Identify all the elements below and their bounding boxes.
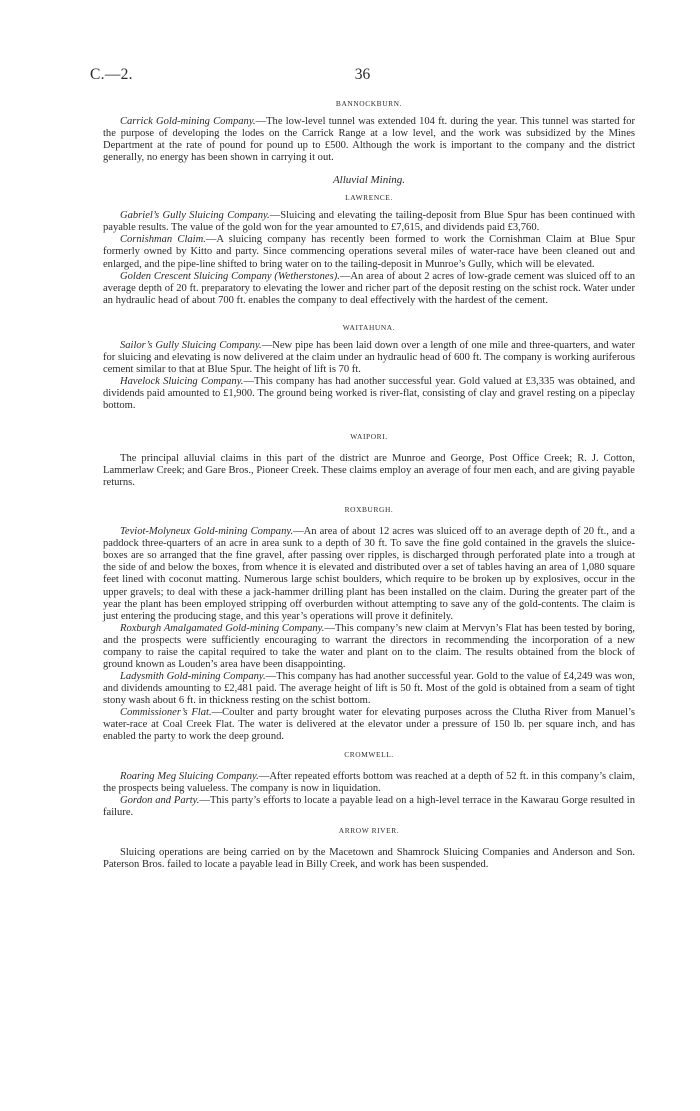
paragraph-title: Gabriel’s Gully Sluicing Company. bbox=[120, 210, 270, 222]
paragraph-text: —New pipe has been laid down over a length of one mile and three-quarters, and water for sluicing and elevating is now delivered at the claim under an hydraulic head of 600 ft. The company is working auriferous cement similar to that at Blue Spur. The height of lift is 70 ft. bbox=[103, 339, 635, 375]
paragraph-text: —An area of about 2 acres of low-grade cement was sluiced off to an average depth of 20 ft. preparatory to elevating the lower and richer part of the deposit resting on the schist rock. Water under an hydraulic head of about 700 ft. enables the company to deal effectively with the hardest of the cement. bbox=[103, 270, 635, 306]
paragraph-title: Gordon and Party. bbox=[120, 795, 200, 807]
page-header bbox=[90, 66, 635, 90]
section-heading-bannockburn: BANNOCKBURN. bbox=[335, 99, 403, 108]
paragraph-golden-crescent bbox=[103, 271, 635, 307]
paragraph-gordon-and-party bbox=[103, 795, 635, 819]
paragraph-title: Ladysmith Gold-mining Company. bbox=[120, 670, 266, 682]
paragraph-text: —This company has had another successful year. Gold valued at £3,335 was obtained, and dividends paid amounted to £1,900. The ground being worked is river-flat, consisting of clay and gravel resting on a pipeclay bottom. bbox=[103, 375, 636, 411]
paragraph-text: —Coulter and party brought water for elevating purposes across the Clutha River from Manuel’s water-race at Coal Creek Flat. The water is delivered at the elevator under a pressure of 150 lb. per square inch, and has enabled the party to work the deep ground. bbox=[103, 706, 635, 743]
paragraph-carrick bbox=[103, 116, 635, 164]
paragraph-gabriels-gully bbox=[103, 210, 635, 234]
paragraph-ladysmith bbox=[103, 671, 635, 707]
paragraph-text: —This party’s efforts to locate a payable lead on a high-level terrace in the Kawarau Gorge resulted in failure. bbox=[103, 795, 635, 819]
paragraph-teviot-molyneux bbox=[103, 526, 635, 622]
paragraph-text: —This company’s new claim at Mervyn’s Flat has been tested by boring, and the prospects were sufficiently encouraging to warrant the directors in recommending the incorporation of a new company to raise the capital required to take the water and plant on to the claim. The results obtained from the block of ground known as Louden’s area have been disappointing. bbox=[103, 622, 635, 670]
section-heading-cromwell: CROMWELL. bbox=[344, 750, 394, 760]
paragraph-text: —A sluicing company has recently been formed to work the Cornishman Claim at Blue Spur formerly owned by Kitto and party. Since commencing operations several miles of water-race have been cleaned out and enlarged, and the pipe-line shifted to bring water on to the tailing-deposit in Munroe’s Gully, which will be elevated. bbox=[103, 234, 635, 270]
paragraph-text: —This company has had another successful year. Gold to the value of £4,249 was won, and dividends amounting to £2,481 paid. The average height of lift is 50 ft. Most of the gold is obtained from a seam of tight stony wash about 6 ft. in thickness resting on the schist bottom. bbox=[103, 670, 635, 706]
paragraph-text: Sluicing operations are being carried on by the Macetown and Shamrock Sluicing Companies and Anderson and Son. Paterson Bros. failed to locate a payable lead in Billy Creek, and work has been suspended. bbox=[103, 847, 635, 871]
paragraph-waipori-claims bbox=[103, 453, 635, 489]
report-series-label: C.—2. bbox=[90, 66, 133, 83]
paragraph-title: Commissioner’s Flat. bbox=[120, 706, 212, 718]
paragraph-title: Sailor’s Gully Sluicing Company. bbox=[120, 339, 262, 351]
section-heading-waipori: WAIPORI. bbox=[350, 432, 388, 442]
paragraph-text: —Sluicing and elevating the tailing-deposit from Blue Spur has been continued with payable results. The value of the gold won for the year amounted to £7,615, and dividends paid £3,760. bbox=[103, 210, 635, 234]
paragraph-text: —After repeated efforts bottom was reached at a depth of 52 ft. in this company’s claim, the prospects being valueless. The company is now in liquidation. bbox=[103, 771, 635, 795]
paragraph-arrow-river-sluicing bbox=[103, 847, 635, 871]
section-heading-waitahuna: WAITAHUNA. bbox=[342, 322, 396, 332]
paragraph-roxburgh-amalgamated bbox=[103, 623, 635, 671]
paragraph-sailors-gully bbox=[103, 340, 635, 376]
paragraph-title: Carrick Gold-mining Company. bbox=[120, 116, 256, 128]
section-heading-arrow-river: ARROW RIVER. bbox=[338, 826, 400, 836]
paragraph-text: The principal alluvial claims in this part of the district are Munroe and George, Post Office Creek; R. J. Cotton, Lammerlaw Creek; and Gare Bros., Pioneer Creek. These claims employ an average of four men each, and are giving payable returns. bbox=[103, 453, 635, 489]
paragraph-title: Roaring Meg Sluicing Company. bbox=[120, 771, 259, 783]
subheading-alluvial-mining: Alluvial Mining. bbox=[332, 174, 406, 187]
paragraph-cornishman bbox=[103, 234, 635, 270]
section-heading-roxburgh: ROXBURGH. bbox=[344, 505, 394, 515]
paragraph-title: Roxburgh Amalgamated Gold-mining Company. bbox=[120, 622, 325, 634]
paragraph-commissioners-flat bbox=[103, 707, 635, 743]
paragraph-text: —The low-level tunnel was extended 104 ft. during the year. This tunnel was started for the purpose of developing the lodes on the Carrick Range at a low level, and the work was subsidized by the Mines Department at the rate of pound for pound up to £500. Although the work is important to the company and the district generally, no energy has been shown in carrying it out. bbox=[103, 116, 635, 164]
paragraph-havelock bbox=[103, 376, 635, 412]
section-heading-lawrence: LAWRENCE. bbox=[345, 193, 393, 203]
paragraph-roaring-meg bbox=[103, 771, 635, 795]
paragraph-title: Havelock Sluicing Company. bbox=[120, 375, 244, 387]
paragraph-title: Golden Crescent Sluicing Company (Wetherstones). bbox=[120, 270, 340, 282]
page-number: 36 bbox=[354, 66, 371, 83]
paragraph-text: —An area of about 12 acres was sluiced off to an average depth of 20 ft., and a paddock three-quarters of an acre in area sunk to a depth of 30 ft. To save the fine gold contained in the gravels the sluice-boxes are so arranged that the fine gravel, after passing over ripples, is discharged through perforated plate into a trough at the side of and below the boxes, from whence it is elevated and distributed over a set of tables having an area of 1,080 square feet lined with coconut matting. Numerous large schist boulders, which require to be broken up by explosives, occur in the upper gravels; to deal with these a jack-hammer drilling plant has been installed on the claim. During the greater part of the year the plant has been employed stripping off overburden without attempting to save any of the gold-contents. The claim is just entering the producing stage, and this year’s operations will prove it definitely. bbox=[103, 526, 635, 622]
paragraph-title: Teviot-Molyneux Gold-mining Company. bbox=[120, 526, 294, 538]
paragraph-title: Cornishman Claim. bbox=[120, 234, 206, 246]
report-body bbox=[103, 98, 635, 871]
